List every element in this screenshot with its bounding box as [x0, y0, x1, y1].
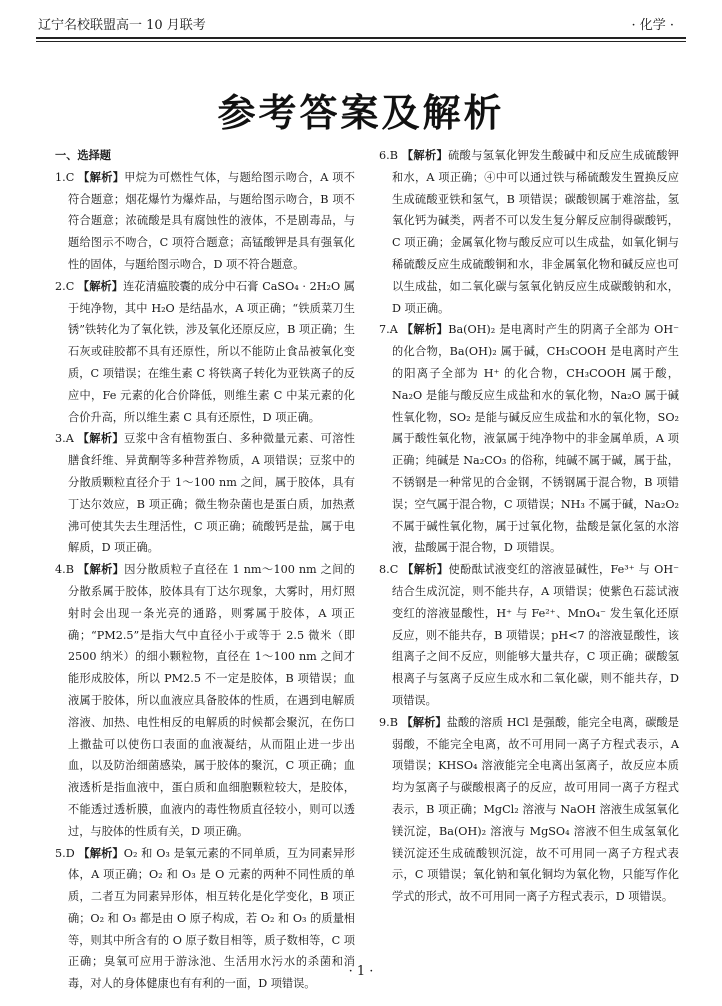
answer-text: O₂ 和 O₃ 是氧元素的不同单质，互为同素异形体，A 项正确；O₂ 和 O₃ 是 O 元素的两种不同性质的单质，二者互为同素异形体，相互转化是化学变化，B 项正确；O₂ 和 O₃ 都是由 O 原子构成，若 O₂ 和 O₃ 的质量相等，则其中所含有的 O 原子数目相等，质子数相等，C 项正确；臭氧可应用于游泳池、生活用水污水的杀菌和消毒，对人的身体健康也有有利的一面，D 项错误。: [68, 846, 355, 991]
answer-item-2: [55, 276, 355, 429]
answer-text: 甲烷为可燃性气体，与题给图示吻合，A 项不符合题意；烟花爆竹为爆炸品，与题给图示吻合，B 项不符合题意；浓硫酸是具有腐蚀性的液体，不是剧毒品，与题给图示不吻合，C 项符合题意；高锰酸钾是具有强氧化性的固体，与题给图示吻合，D 项不符合题意。: [68, 170, 355, 271]
page-number: · 1 ·: [348, 964, 374, 979]
section-heading: 一、选择题: [55, 149, 111, 162]
answer-text: 硫酸与氢氧化钾发生酸碱中和反应生成硫酸钾和水，A 项正确；④中可以通过铁与稀硫酸发生置换反应生成硫酸亚铁和氢气，B 项错误；碳酸钡属于难溶盐，氢氧化钙为碱类，两者不可以发生复分解反应制得碳酸钙，C 项正确；金属氧化物与酸反应可以生成盐，如氧化铜与稀硫酸反应生成硫酸铜和水，非金属氧化物和碱反应也可以生成盐，如二氧化碳与氢氧化钠反应生成碳酸钠和水，D 项正确。: [392, 149, 679, 315]
analysis-tag: 【解析】: [401, 323, 449, 337]
answer-number: 9.: [379, 715, 390, 729]
answer-item-7: [379, 319, 679, 559]
answer-item-6: [379, 145, 679, 319]
page-title: 参考答案及解析: [217, 91, 505, 135]
answer-key: D: [65, 846, 75, 860]
answer-item-1: [55, 167, 355, 276]
answer-key: B: [389, 715, 398, 729]
answer-text: 连花清瘟胶囊的成分中石膏 CaSO₄ · 2H₂O 属于纯净物，其中 H₂O 是结晶水，A 项正确；“铁质菜刀生锈”铁转化为了氧化铁，涉及氧化还原反应，B 项正确；生石灰或硅胶都不具有还原性，所以不能防止食品被氧化变质，C 项错误；在维生素 C 将铁离子转化为亚铁离子的反应中，Fe 元素的化合价降低，则维生素 C 中某元素的化合价升高，所以维生素 C 具有还原性，D 项正确。: [68, 279, 355, 424]
answer-number: 2.: [55, 279, 66, 293]
analysis-tag: 【解析】: [401, 149, 449, 162]
answer-number: 3.: [55, 432, 66, 446]
answer-key: C: [65, 279, 75, 293]
answer-item-3: [55, 428, 355, 559]
answer-item-4: [55, 559, 355, 842]
analysis-tag: 【解析】: [77, 432, 124, 446]
header-rule-thin: [36, 41, 686, 42]
answer-number: 1.: [55, 170, 66, 184]
analysis-tag: 【解析】: [77, 279, 124, 293]
answer-text: Ba(OH)₂ 是电离时产生的阴离子全部为 OH⁻ 的化合物，Ba(OH)₂ 属于碱，CH₃COOH 是电离时产生的阳离子全部为 H⁺ 的化合物，CH₃COOH 属于酸，Na₂O 是能与酸反应生成盐和水的氧化物，Na₂O 属于碱性氧化物，SO₂ 是能与碱反应生成盐和水的氧化物，SO₂ 属于酸性氧化物，液氯属于纯净物中的非金属单质，A 项正确；纯碱是 Na₂CO₃ 的俗称，纯碱不属于碱，属于盐，不锈钢是一种常见的合金钢，不锈钢属于混合物，B 项错误；空气属于混合物，C 项错误；NH₃ 不属于碱，Na₂O₂ 不属于碱性氧化物，属于过氧化物，盐酸是氯化氢的水溶液，盐酸属于混合物，D 项错误。: [392, 323, 679, 555]
analysis-tag: 【解析】: [402, 563, 449, 577]
header-subject: · 化学 ·: [631, 18, 674, 33]
answer-key: B: [389, 149, 398, 162]
answer-number: 4.: [55, 563, 66, 577]
answer-number: 5.: [55, 846, 66, 860]
header-exam-name: 辽宁名校联盟高一 10 月联考: [38, 18, 206, 33]
right-column: [379, 145, 679, 908]
analysis-tag: 【解析】: [77, 563, 125, 577]
answer-text: 豆浆中含有植物蛋白、多种微量元素、可溶性膳食纤维、异黄酮等多种营养物质，A 项错误；豆浆中的分散质颗粒直径介于 1～100 nm 之间，属于胶体，具有丁达尔效应，B 项正确；微生物杂菌也是蛋白质，加热煮沸可使其失去生理活性，C 项正确；硫酸钙是盐，属于电解质，D 项正确。: [68, 432, 355, 555]
answer-key: C: [389, 563, 399, 577]
left-column: [55, 145, 355, 995]
answer-number: 6.: [379, 149, 390, 162]
analysis-tag: 【解析】: [78, 170, 125, 184]
answer-number: 7.: [379, 323, 390, 337]
answer-number: 8.: [379, 563, 390, 577]
answer-key: C: [65, 170, 75, 184]
answer-item-9: [379, 712, 679, 908]
answer-text: 盐酸的溶质 HCl 是强酸，能完全电离，碳酸是弱酸，不能完全电离，故不可用同一离子方程式表示，A 项错误；KHSO₄ 溶液能完全电离出氢离子，故反应本质均为氢离子与碳酸根离子的反应，故可用同一离子方程式表示，B 项正确；MgCl₂ 溶液与 NaOH 溶液生成氢氧化镁沉淀，Ba(OH)₂ 溶液与 MgSO₄ 溶液不但生成氢氧化镁沉淀还生成硫酸钡沉淀，故不可用同一离子方程式表示，C 项错误；氧化钠和氧化铜均为氧化物，只能写作化学式的形式，故不可用同一离子方程式表示，D 项错误。: [392, 715, 679, 904]
analysis-tag: 【解析】: [78, 846, 124, 860]
answer-item-8: [379, 559, 679, 712]
answer-key: A: [65, 432, 74, 446]
answer-text: 因分散质粒子直径在 1 nm～100 nm 之间的分散系属于胶体，胶体具有丁达尔现象，大雾时，用灯照射时会出现一条光亮的通路，则雾属于胶体，A 项正确；“PM2.5”是指大气中直径小于或等于 2.5 微米（即 2500 纳米）的细小颗粒物，直径在 1～100 nm 之间才能形成胶体，所以 PM2.5 不一定是胶体，B 项错误；血液属于胶体，所以血液应具备胶体的性质，在遇到电解质溶液、加热、电性相反的电解质的时候都会聚沉，在伤口上撒盐可以使伤口表面的血液凝结，从而阻止进一步出血，以及防治细菌感染，属于胶体的聚沉，C 项正确；血液透析是指血液中，蛋白质和血细胞颗粒较大，是胶体，不能透过透析膜，血液内的毒性物质直径较小，则可以透过，与胶体的性质有关，D 项正确。: [68, 563, 355, 838]
answer-text: 使酚酞试液变红的溶液显碱性，Fe³⁺ 与 OH⁻ 结合生成沉淀，则不能共存，A 项错误；使紫色石蕊试液变红的溶液显酸性，H⁺ 与 Fe²⁺、MnO₄⁻ 发生氧化还原反应，则不能共存，B 项错误；pH<7 的溶液显酸性，该组离子之间不反应，则能够大量共存，C 项正确；碳酸氢根离子与氢离子反应生成水和二氧化碳，则不能共存，D 项错误。: [392, 563, 679, 707]
answer-key: B: [65, 563, 74, 577]
header-rule-thick: [36, 37, 686, 39]
analysis-tag: 【解析】: [401, 715, 447, 729]
answer-key: A: [389, 323, 398, 337]
